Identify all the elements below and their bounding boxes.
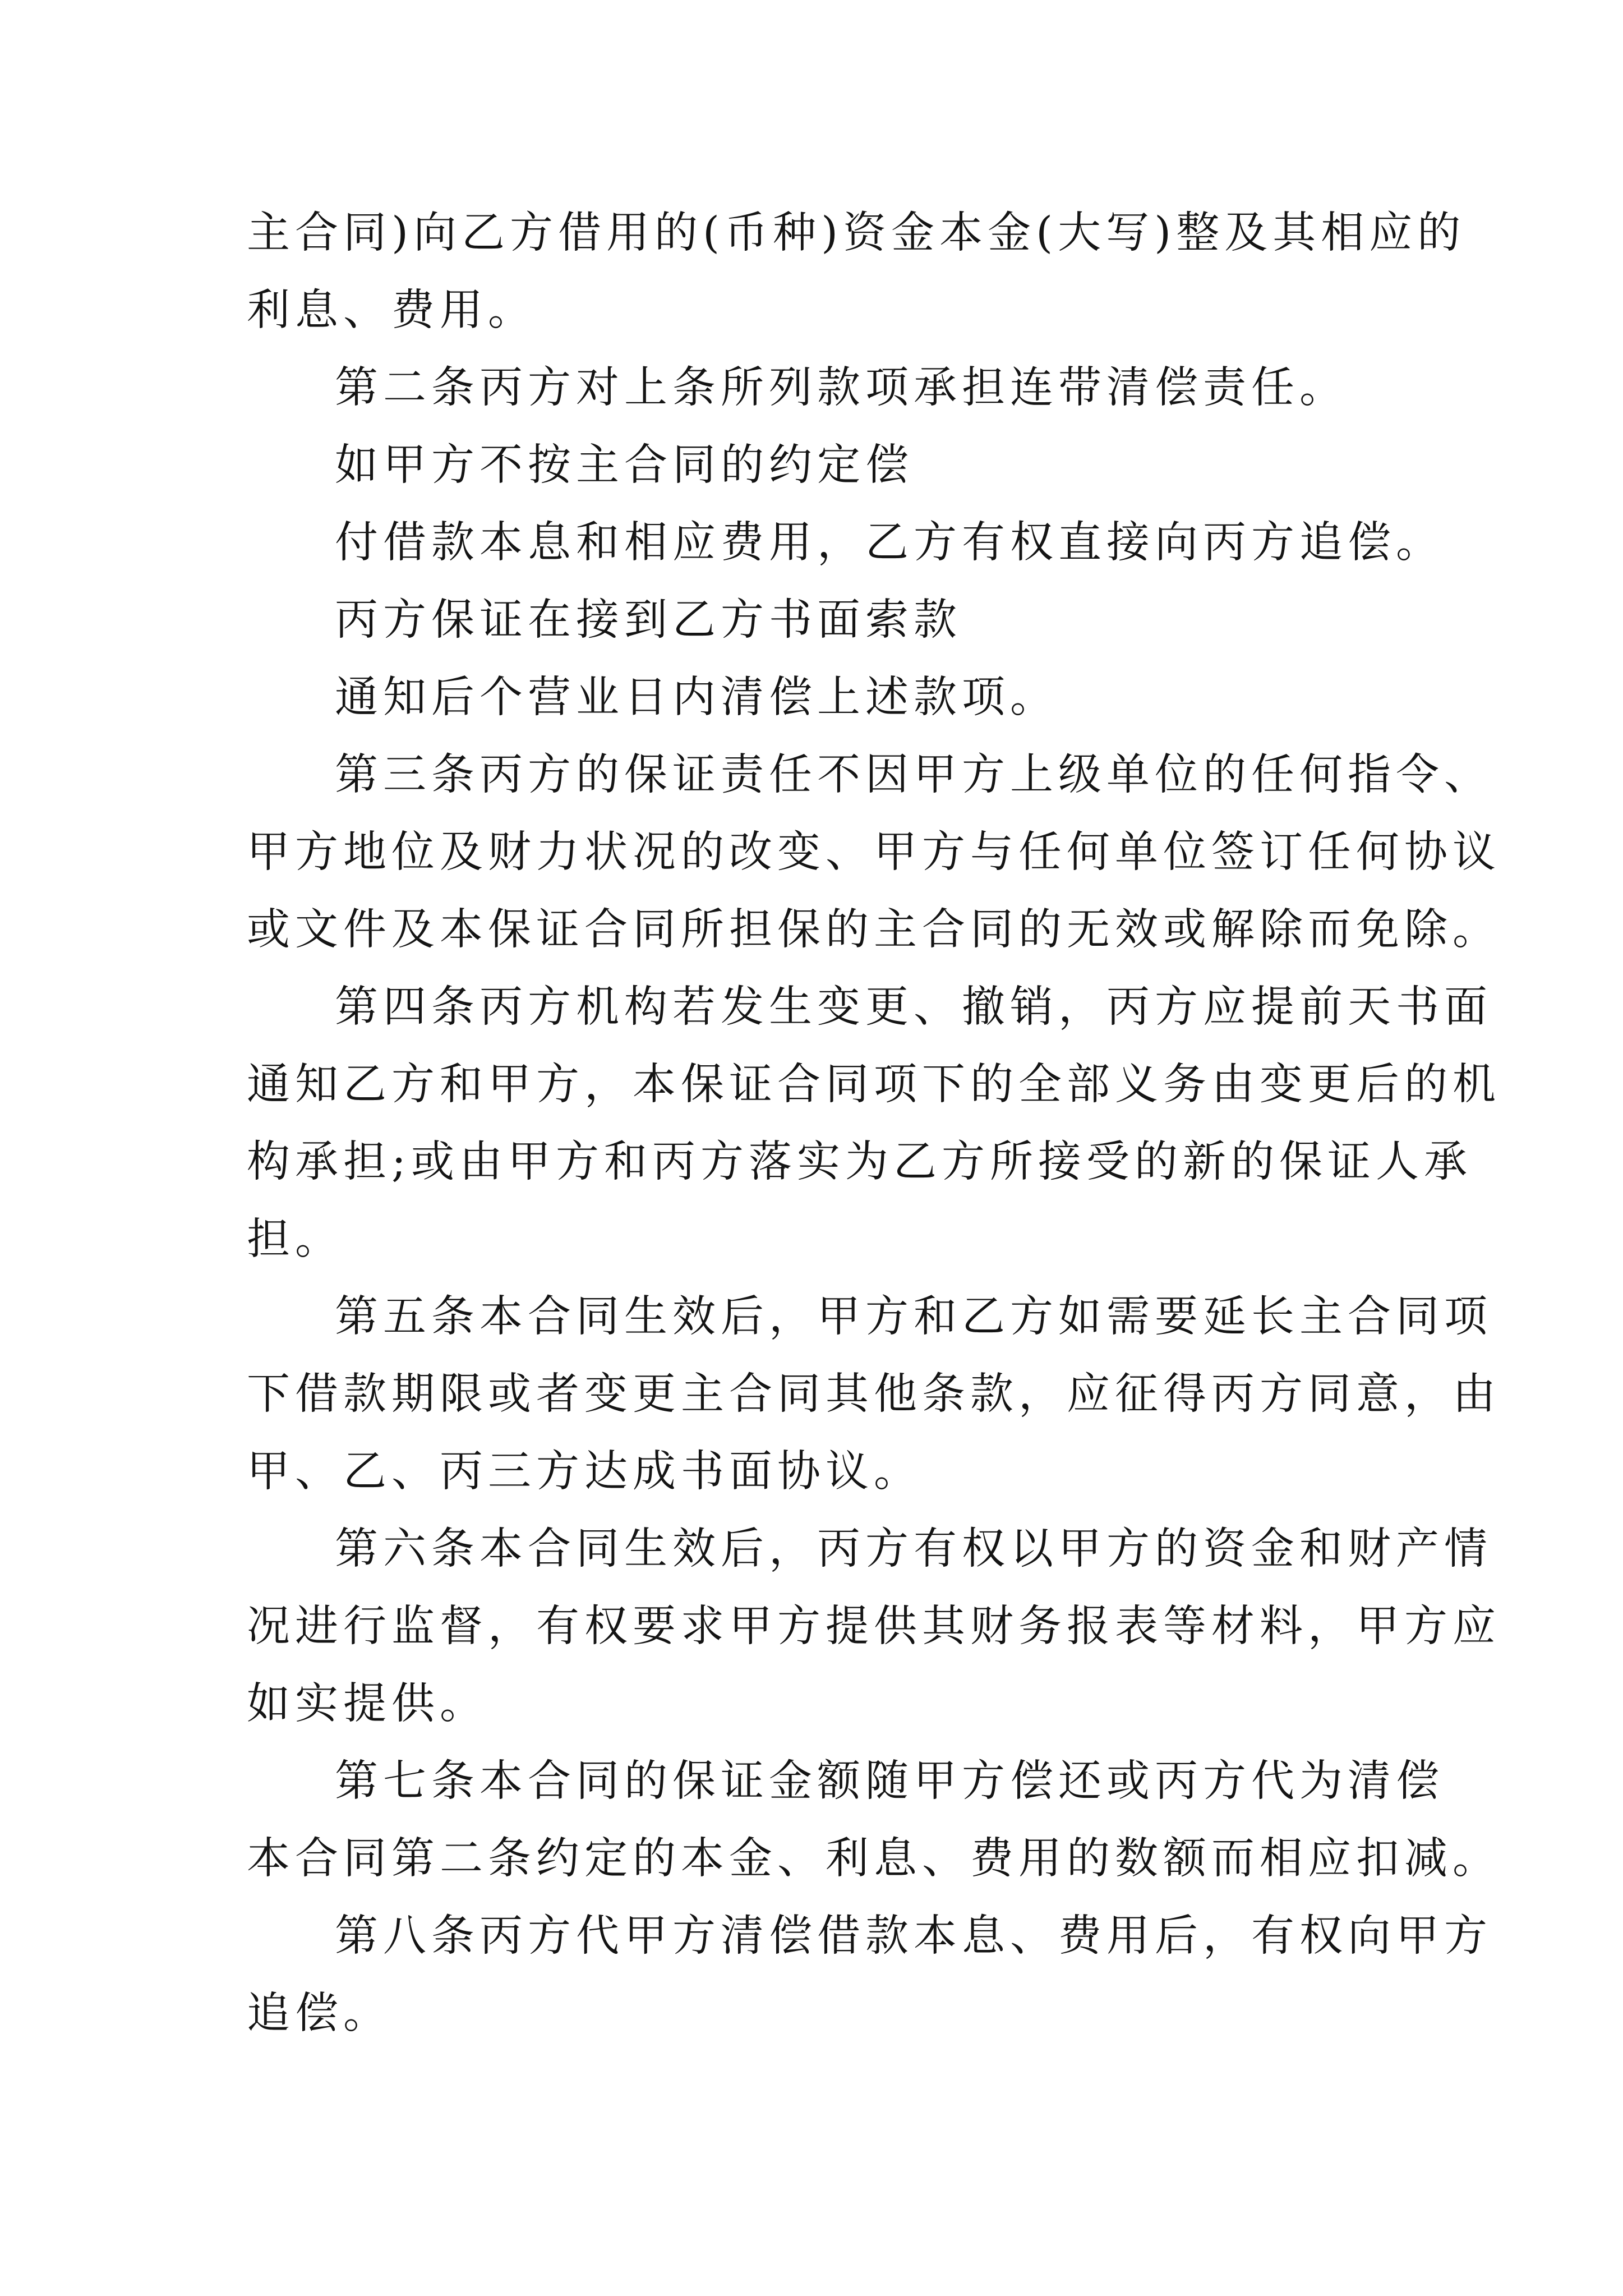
text-line: 甲方地位及财力状况的改变、甲方与任何单位签订任何协议 xyxy=(247,827,1501,877)
text-line: 付借款本息和相应费用，乙方有权直接向丙方追偿。 xyxy=(335,518,1444,568)
text-line: 主合同)向乙方借用的(币种)资金本金(大写)整及其相应的 xyxy=(247,208,1466,258)
text-line: 第二条丙方对上条所列款项承担连带清偿责任。 xyxy=(335,363,1348,413)
text-line: 追偿。 xyxy=(247,1989,391,2039)
text-line: 况进行监督，有权要求甲方提供其财务报表等材料，甲方应 xyxy=(247,1602,1501,1651)
text-line: 或文件及本保证合同所担保的主合同的无效或解除而免除。 xyxy=(247,905,1501,955)
text-line: 利息、费用。 xyxy=(247,286,536,335)
text-line: 第五条本合同生效后，甲方和乙方如需要延长主合同项 xyxy=(335,1292,1492,1342)
text-line: 第七条本合同的保证金额随甲方偿还或丙方代为清偿 xyxy=(335,1756,1444,1806)
text-line: 通知乙方和甲方，本保证合同项下的全部义务由变更后的机 xyxy=(247,1060,1501,1110)
text-line: 如甲方不按主合同的约定偿 xyxy=(335,440,914,490)
text-line: 丙方保证在接到乙方书面索款 xyxy=(335,595,962,645)
text-line: 第三条丙方的保证责任不因甲方上级单位的任何指令、 xyxy=(335,750,1492,800)
text-line: 通知后个营业日内清偿上述款项。 xyxy=(335,673,1058,723)
text-line: 本合同第二条约定的本金、利息、费用的数额而相应扣减。 xyxy=(247,1834,1501,1884)
text-line: 第八条丙方代甲方清偿借款本息、费用后，有权向甲方 xyxy=(335,1911,1492,1961)
text-line: 第六条本合同生效后，丙方有权以甲方的资金和财产情 xyxy=(335,1524,1492,1574)
text-line: 构承担;或由甲方和丙方落实为乙方所接受的新的保证人承 xyxy=(247,1137,1472,1187)
text-line: 第四条丙方机构若发生变更、撤销，丙方应提前天书面 xyxy=(335,982,1492,1032)
text-line: 担。 xyxy=(247,1214,343,1264)
text-line: 下借款期限或者变更主合同其他条款，应征得丙方同意，由 xyxy=(247,1369,1501,1419)
text-line: 如实提供。 xyxy=(247,1679,488,1729)
text-line: 甲、乙、丙三方达成书面协议。 xyxy=(247,1447,922,1497)
